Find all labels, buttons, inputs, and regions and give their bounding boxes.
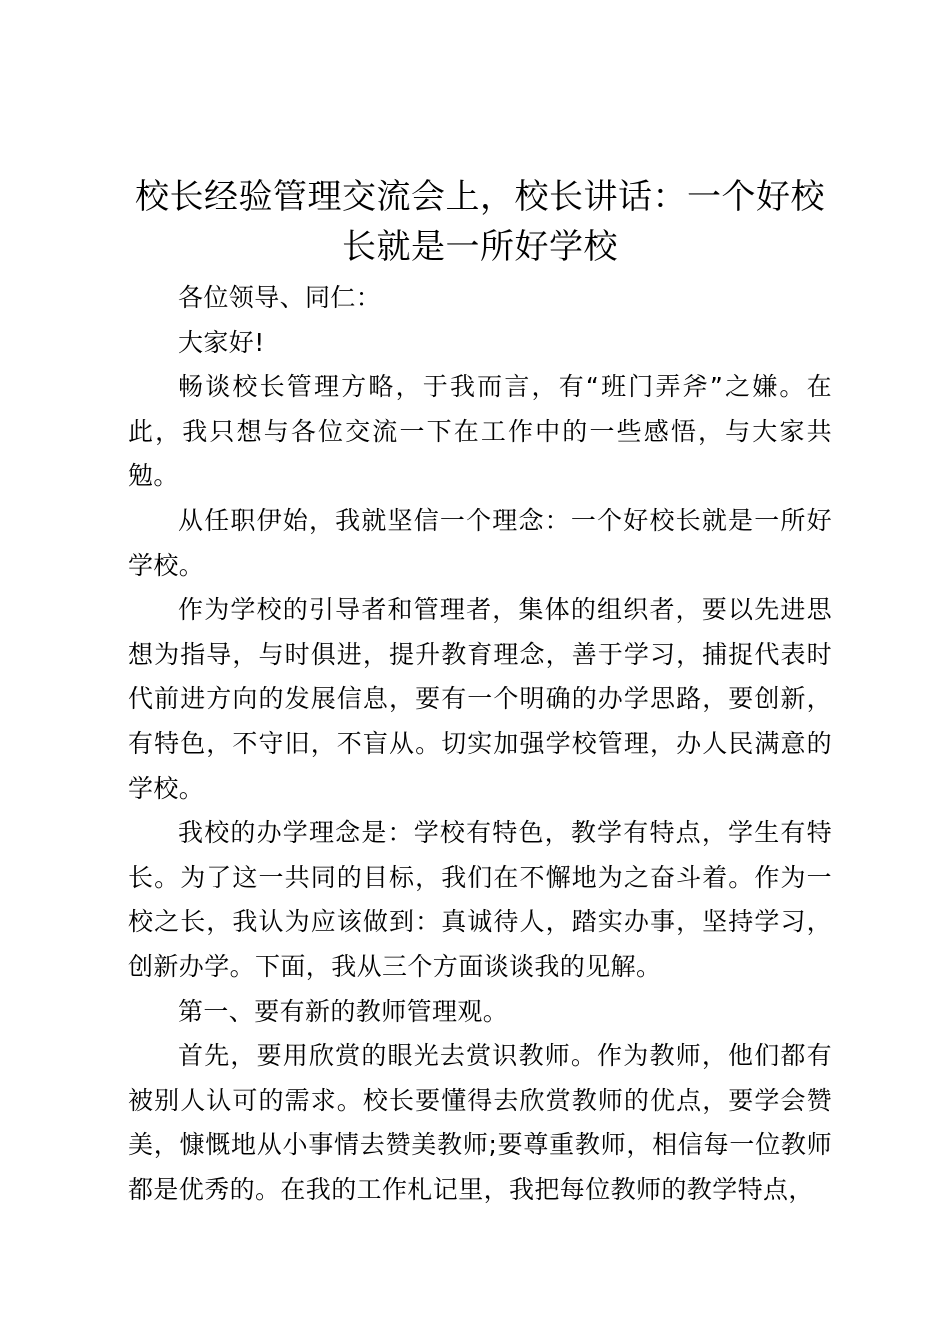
paragraph-section-one: 第一、要有新的教师管理观。 — [178, 996, 509, 1026]
paragraph-hello: 大家好! — [178, 327, 265, 357]
paragraph-leadership: 作为学校的引导者和管理者，集体的组织者，要以先进思想为指导，与时俱进，提升教育理念，善于学习，捕捉代表时代前进方向的发展信息，要有一个明确的办学思路，要创新，有特色，不守旧，不盲从。切实加强学校管理，办人民满意的学校。 — [128, 595, 832, 803]
paragraph-appreciate-teachers: 首先，要用欣赏的眼光去赏识教师。作为教师，他们都有被别人认可的需求。校长要懂得去欣赏教师的优点，要学会赞美，慷慨地从小事情去赞美教师;要尊重教师，相信每一位教师都是优秀的。在我的工作札记里，我把每位教师的教学特点， — [128, 1041, 832, 1204]
document-content — [128, 172, 832, 1212]
document-body — [128, 276, 832, 1212]
paragraph-school-philosophy: 我校的办学理念是：学校有特色，教学有特点，学生有特长。为了这一共同的目标，我们在不懈地为之奋斗着。作为一校之长，我认为应该做到：真诚待人，踏实办事，坚持学习，创新办学。下面，我从三个方面谈谈我的见解。 — [128, 818, 832, 981]
paragraph-greeting: 各位领导、同仁： — [178, 283, 382, 312]
paragraph-intro: 畅谈校长管理方略，于我而言，有“班门弄斧”之嫌。在此，我只想与各位交流一下在工作中的一些感悟，与大家共勉。 — [128, 372, 832, 491]
paragraph-belief: 从任职伊始，我就坚信一个理念：一个好校长就是一所好学校。 — [128, 505, 832, 580]
document-title: 校长经验管理交流会上，校长讲话：一个好校长就是一所好学校 — [135, 177, 825, 267]
